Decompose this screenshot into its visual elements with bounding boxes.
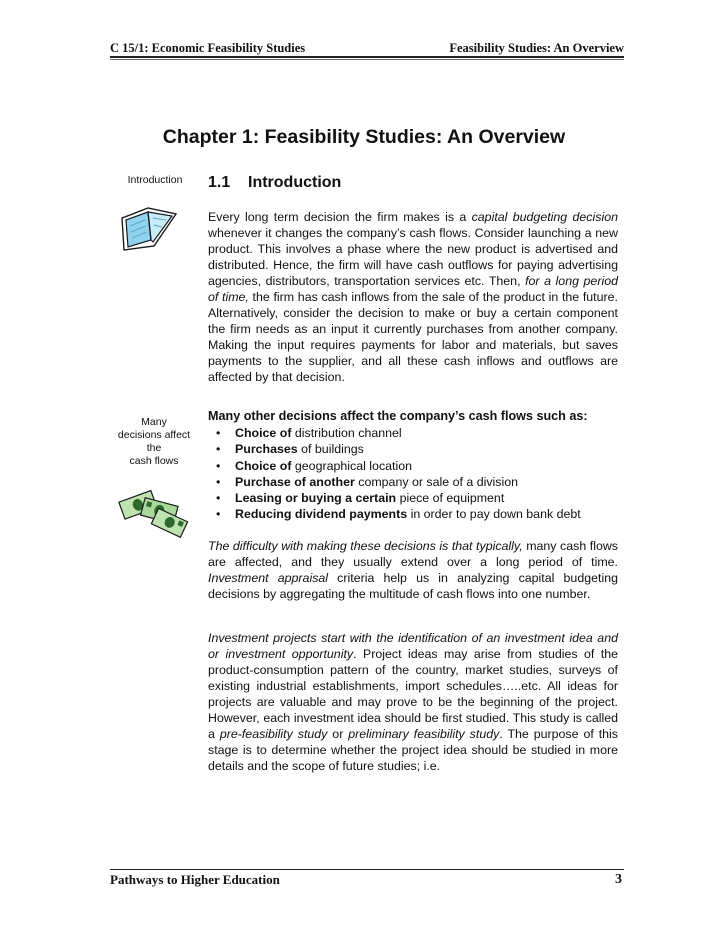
list-item: • Reducing dividend payments in order to pay down bank debt [212,506,581,522]
list-item: • Leasing or buying a certain piece of equipment [212,490,581,506]
section-title [208,174,341,192]
money-bills-icon [118,488,190,538]
footer-left: Pathways to Higher Education [110,872,280,887]
margin-note-introduction: Introduction [127,174,183,186]
chapter-title: Chapter 1: Feasibility Studies: An Overview [162,126,566,148]
margin-note-cash-flows: Many decisions affect the cash flows [117,416,191,467]
list-item: • Purchases of buildings [212,441,581,457]
section-title-text: Introduction [248,174,342,191]
section-number: 1.1 [208,174,231,191]
open-book-icon [118,204,180,252]
paragraph-capital-budgeting: Every long term decision the firm makes is a capital budgeting decision whenever it changes the company’s cash flows. Consider launching a new product. This involves a phase where the new product is advertised and distributed. Hence, the firm will have cash outflows for paying advertising agencies, distributors, transportation services etc. Then, for a long period of time, the firm has cash inflows from the sale of the product in the future. Alternatively, consider the decision to make or buy a certain component the firm needs as an input it currently purchases from another company. Making the input requires payments for labor and materials, but saves payments to the supplier, and all these cash inflows and outflows are affected by that decision. [208,210,618,384]
list-item: • Purchase of another company or sale of a division [212,474,581,490]
header-left: C 15/1: Economic Feasibility Studies [110,41,306,55]
header-rule [110,56,624,58]
paragraph-investment-appraisal: The difficulty with making these decisions is that typically, many cash flows are affected, and they usually extend over a long period of time. Investment appraisal criteria help us in analyzing capital budgeting decisions by aggregating the multitude of cash flows into one number. [208,539,619,601]
list-item: • Choice of distribution channel [212,425,581,441]
paragraph-investment-projects: Investment projects start with the identification of an investment idea and or investment opportunity. Project ideas may arise from studies of the product-consumption pattern of the country, market studies, surveys of existing industrial establishments, import schedules…..etc. All ideas for projects are valuable and may prove to be the beginning of the project. However, each investment idea should be first studied. This study is called a pre-feasibility study or preliminary feasibility study. The purpose of this stage is to determine whether the project idea should be studied in more details and the scope of future studies; i.e. [208,631,618,773]
decisions-heading: Many other decisions affect the company’s cash flows such as: [208,409,588,423]
decisions-list [212,425,581,523]
list-item: • Choice of geographical location [212,458,581,474]
page-number: 3 [615,872,622,887]
header-rule-thin [110,59,624,60]
footer-rule [110,869,624,870]
header-right: Feasibility Studies: An Overview [449,41,624,55]
